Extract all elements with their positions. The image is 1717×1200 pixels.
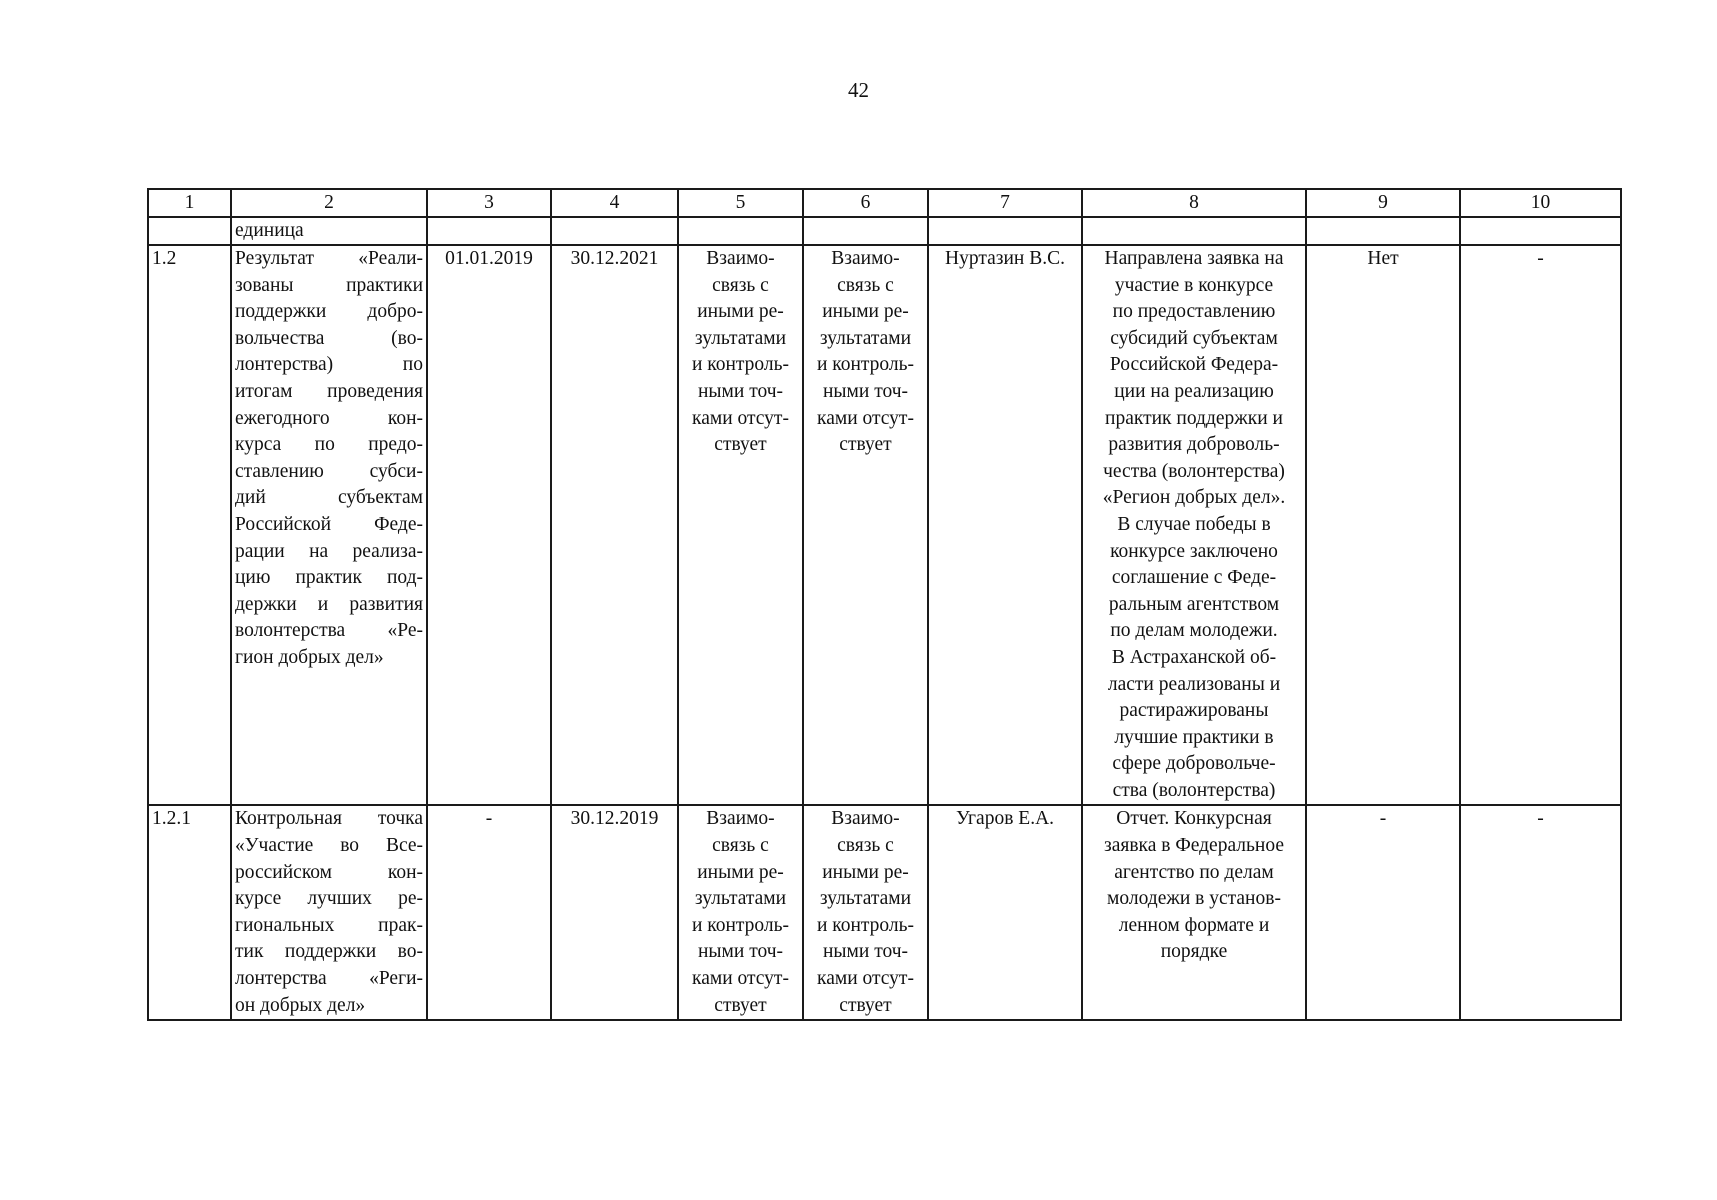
text-line: иными ре- [822, 861, 909, 883]
text-line: зультатами [819, 888, 912, 910]
text-line: ции на реализацию [1114, 380, 1274, 402]
table-cell [678, 217, 803, 245]
text-line: и контроль- [691, 914, 790, 936]
text-line: Взаимо- [831, 248, 900, 269]
text-line: молодежи в установ- [1107, 888, 1281, 910]
text-line: ствует [714, 434, 767, 456]
start-date: - [427, 805, 551, 1020]
result-description [1082, 245, 1306, 805]
column-9-value: Нет [1306, 245, 1460, 805]
column-10-value: - [1460, 805, 1621, 1020]
text-line: агентство по делам [1114, 861, 1274, 883]
text-line: Взаимо- [831, 808, 900, 830]
text-line: В Астраханской об- [1111, 646, 1277, 668]
text-line: иными ре- [697, 301, 784, 323]
text-line: и контроль- [816, 354, 915, 376]
text-line: и контроль- [816, 914, 915, 936]
table-header-row [148, 189, 1621, 217]
text-line: Взаимо- [706, 808, 775, 830]
text-line: участие в конкурсе [1114, 274, 1274, 296]
text-line: ласти реализованы и [1107, 673, 1281, 695]
text-line: лучшие практики в [1114, 726, 1274, 748]
continuation-text: единица [231, 217, 427, 245]
table-row [148, 805, 1621, 1020]
text-line: по предоставлению [1112, 301, 1276, 323]
text-line: ками отсут- [817, 968, 914, 990]
table-cell [1306, 217, 1460, 245]
relation-text [803, 805, 928, 1020]
report-table [147, 188, 1622, 1021]
text-line: ствует [839, 434, 892, 456]
text-line: порядке [1160, 941, 1228, 963]
text-line: связь с [712, 835, 769, 857]
end-date: 30.12.2021 [551, 245, 678, 805]
table-cell [928, 217, 1082, 245]
text-line: связь с [837, 274, 894, 296]
text-line: ными точ- [698, 941, 783, 963]
column-header: 8 [1082, 189, 1306, 217]
column-10-value: - [1460, 245, 1621, 805]
text-line: ками отсут- [817, 407, 914, 429]
column-header: 7 [928, 189, 1082, 217]
column-header: 2 [231, 189, 427, 217]
column-header: 1 [148, 189, 231, 217]
text-line: зультатами [694, 888, 787, 910]
text-line: ными точ- [823, 380, 908, 402]
text-line: цию практик под- [235, 567, 423, 589]
text-line: вольчества (во- [235, 327, 423, 349]
text-line: гион добрых дел» [235, 646, 384, 668]
column-header: 10 [1460, 189, 1621, 217]
row-number: 1.2 [148, 245, 231, 805]
text-line: рации на реализа- [235, 540, 423, 562]
text-line: Российской Федера- [1109, 354, 1279, 376]
text-line: Контрольная точка [235, 808, 423, 830]
column-9-value: - [1306, 805, 1460, 1020]
text-line: Российской Феде- [235, 513, 423, 535]
text-line: связь с [712, 274, 769, 296]
text-line: иными ре- [697, 861, 784, 883]
text-line: заявка в Федеральное [1104, 835, 1284, 857]
text-line: гиональных прак- [235, 914, 423, 936]
column-header: 5 [678, 189, 803, 217]
text-line: и контроль- [691, 354, 790, 376]
text-line: Направлена заявка на [1104, 248, 1284, 269]
start-date: 01.01.2019 [427, 245, 551, 805]
text-line: Результат «Реали- [235, 248, 423, 269]
text-line: волонтерства «Ре- [235, 620, 423, 642]
result-description [1082, 805, 1306, 1020]
table-cell [427, 217, 551, 245]
text-line: держки и развития [235, 593, 423, 615]
text-line: растиражированы [1119, 700, 1269, 722]
text-line: ленном формате и [1118, 914, 1270, 936]
row-number: 1.2.1 [148, 805, 231, 1020]
text-line: ками отсут- [692, 968, 789, 990]
text-line: субсидий субъектам [1110, 327, 1278, 349]
text-line: «Регион добрых дел». [1102, 487, 1286, 509]
text-line: Отчет. Конкурсная [1116, 808, 1272, 830]
column-header: 6 [803, 189, 928, 217]
text-line: развития доброволь- [1108, 434, 1280, 456]
text-line: дий субъектам [235, 487, 423, 509]
text-line: тик поддержки во- [235, 941, 423, 963]
table-row [148, 245, 1621, 805]
table-cell [551, 217, 678, 245]
text-line: курса по предо- [235, 434, 423, 456]
text-line: зованы практики [235, 274, 423, 296]
text-line: практик поддержки и [1105, 407, 1283, 429]
text-line: ства (волонтерства) [1112, 779, 1276, 801]
text-line: зультатами [819, 327, 912, 349]
text-line: российском кон- [235, 861, 423, 883]
text-line: ствует [714, 994, 767, 1016]
continuation-row [148, 217, 1621, 245]
text-line: сфере добровольче- [1112, 753, 1276, 775]
text-line: иными ре- [822, 301, 909, 323]
text-line: курсе лучших ре- [235, 888, 423, 910]
text-line: чества (волонтерства) [1103, 460, 1285, 482]
responsible-person: Нуртазин В.С. [928, 245, 1082, 805]
text-line: он добрых дел» [235, 994, 366, 1016]
page-number: 42 [848, 78, 869, 102]
text-line: ставлению субси- [235, 460, 423, 482]
relation-text [678, 245, 803, 805]
text-line: конкурсе заключено [1110, 540, 1278, 562]
text-line: ежегодного кон- [235, 407, 423, 429]
text-line: поддержки добро- [235, 301, 423, 323]
column-header: 4 [551, 189, 678, 217]
text-line: зультатами [694, 327, 787, 349]
text-line: «Участие во Все- [235, 835, 423, 857]
table-cell [148, 217, 231, 245]
text-line: лонтерства) по [235, 354, 423, 376]
row-name [231, 805, 427, 1020]
column-header: 3 [427, 189, 551, 217]
text-line: ствует [839, 994, 892, 1016]
text-line: связь с [837, 835, 894, 857]
text-line: ными точ- [823, 941, 908, 963]
table-cell [1082, 217, 1306, 245]
text-line: Взаимо- [706, 248, 775, 269]
text-line: ными точ- [698, 380, 783, 402]
text-line: ками отсут- [692, 407, 789, 429]
relation-text [803, 245, 928, 805]
text-line: соглашение с Феде- [1111, 567, 1277, 589]
text-line: лонтерства «Реги- [235, 968, 423, 990]
end-date: 30.12.2019 [551, 805, 678, 1020]
table-cell [1460, 217, 1621, 245]
relation-text [678, 805, 803, 1020]
row-name [231, 245, 427, 805]
column-header: 9 [1306, 189, 1460, 217]
text-line: ральным агентством [1108, 593, 1280, 615]
responsible-person: Угаров Е.А. [928, 805, 1082, 1020]
text-line: итогам проведения [235, 380, 423, 402]
text-line: В случае победы в [1117, 513, 1271, 535]
text-line: по делам молодежи. [1110, 620, 1278, 642]
table-cell [803, 217, 928, 245]
